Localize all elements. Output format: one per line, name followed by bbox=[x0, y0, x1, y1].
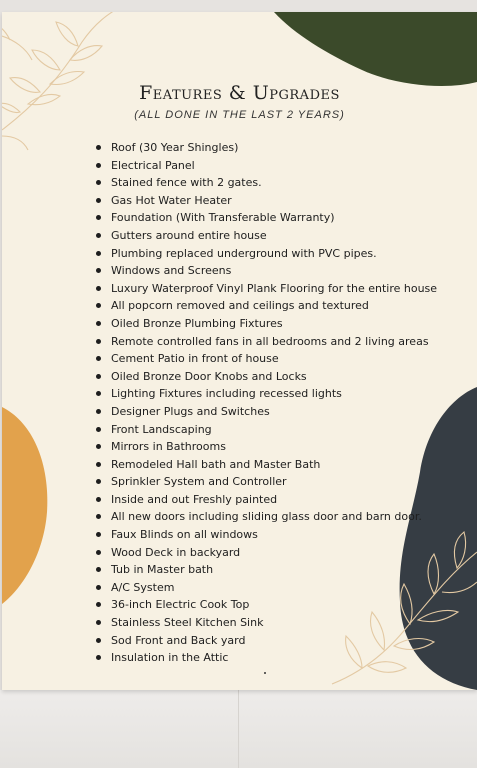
list-item-text: Oiled Bronze Plumbing Fixtures bbox=[111, 316, 283, 330]
bullet-icon bbox=[96, 602, 101, 607]
list-item bbox=[94, 157, 454, 175]
bullet-icon bbox=[96, 620, 101, 625]
bullet-icon bbox=[96, 356, 101, 361]
list-item bbox=[94, 192, 454, 210]
list-item bbox=[94, 333, 454, 351]
list-item-text: Stained fence with 2 gates. bbox=[111, 176, 262, 190]
list-item-text: All new doors including sliding glass door and barn door. bbox=[111, 510, 422, 524]
list-item-text: Windows and Screens bbox=[111, 264, 232, 278]
bullet-icon bbox=[96, 655, 101, 660]
list-item bbox=[94, 596, 454, 614]
list-item-text: Electrical Panel bbox=[111, 158, 195, 172]
list-item bbox=[94, 614, 454, 632]
list-item-text: Front Landscaping bbox=[111, 422, 212, 436]
list-item bbox=[94, 544, 454, 562]
list-item-text: Foundation (With Transferable Warranty) bbox=[111, 211, 335, 225]
bullet-icon bbox=[96, 251, 101, 256]
list-item-text: Mirrors in Bathrooms bbox=[111, 440, 226, 454]
list-item bbox=[94, 139, 454, 157]
list-item-text: Tub in Master bath bbox=[111, 563, 214, 577]
bullet-icon bbox=[96, 233, 101, 238]
list-item-text: All popcorn removed and ceilings and textured bbox=[111, 299, 369, 313]
list-item-text: Remodeled Hall bath and Master Bath bbox=[111, 457, 321, 471]
list-item bbox=[94, 403, 454, 421]
list-item bbox=[94, 174, 454, 192]
list-item bbox=[94, 438, 454, 456]
list-item-text: Plumbing replaced underground with PVC pipes. bbox=[111, 246, 377, 260]
bullet-icon bbox=[96, 550, 101, 555]
bullet-icon bbox=[96, 567, 101, 572]
list-item-text: Gas Hot Water Heater bbox=[111, 193, 232, 207]
bullet-icon bbox=[96, 198, 101, 203]
list-item bbox=[94, 649, 454, 667]
feature-list bbox=[94, 139, 454, 667]
table-seam bbox=[238, 690, 239, 768]
list-item-text: A/C System bbox=[111, 580, 175, 594]
bullet-icon bbox=[96, 427, 101, 432]
bullet-icon bbox=[96, 303, 101, 308]
list-item bbox=[94, 508, 454, 526]
bullet-icon bbox=[96, 409, 101, 414]
list-item-text: Insulation in the Attic bbox=[111, 651, 229, 665]
list-item bbox=[94, 227, 454, 245]
list-item-text: Gutters around entire house bbox=[111, 228, 267, 242]
bullet-icon bbox=[96, 444, 101, 449]
bullet-icon bbox=[96, 532, 101, 537]
list-item bbox=[94, 491, 454, 509]
list-item-text: Inside and out Freshly painted bbox=[111, 492, 278, 506]
list-item bbox=[94, 632, 454, 650]
list-item-text: Roof (30 Year Shingles) bbox=[111, 141, 239, 154]
list-item bbox=[94, 526, 454, 544]
flyer bbox=[2, 12, 477, 690]
list-item bbox=[94, 297, 454, 315]
bullet-icon bbox=[96, 374, 101, 379]
bullet-icon bbox=[96, 268, 101, 273]
list-item bbox=[94, 315, 454, 333]
list-item-text: Oiled Bronze Door Knobs and Locks bbox=[111, 369, 307, 383]
list-item bbox=[94, 245, 454, 263]
list-item bbox=[94, 473, 454, 491]
orange-blob bbox=[2, 407, 47, 604]
list-item bbox=[94, 280, 454, 298]
list-item-text: Sod Front and Back yard bbox=[111, 633, 246, 647]
bullet-icon bbox=[96, 321, 101, 326]
list-item-text: Lighting Fixtures including recessed lights bbox=[111, 387, 342, 401]
list-item-text: Faux Blinds on all windows bbox=[111, 528, 258, 542]
green-blob bbox=[274, 12, 477, 86]
bullet-icon bbox=[96, 145, 101, 150]
list-item-text: Stainless Steel Kitchen Sink bbox=[111, 616, 264, 630]
list-item bbox=[94, 561, 454, 579]
list-item-text: Wood Deck in backyard bbox=[111, 545, 241, 559]
list-item-text: Cement Patio in front of house bbox=[111, 352, 279, 366]
list-item-text: 36-inch Electric Cook Top bbox=[111, 598, 250, 612]
stray-dot bbox=[264, 672, 266, 674]
bullet-icon bbox=[96, 479, 101, 484]
list-item bbox=[94, 262, 454, 280]
leaf-line-art-icon bbox=[2, 12, 120, 150]
bullet-icon bbox=[96, 462, 101, 467]
list-item-text: Sprinkler System and Controller bbox=[111, 475, 287, 489]
bullet-icon bbox=[96, 585, 101, 590]
list-item-text: Remote controlled fans in all bedrooms and 2 living areas bbox=[111, 334, 429, 348]
page-title: Features & Upgrades bbox=[139, 82, 340, 104]
list-item bbox=[94, 421, 454, 439]
bullet-icon bbox=[96, 215, 101, 220]
bullet-icon bbox=[96, 638, 101, 643]
bullet-icon bbox=[96, 497, 101, 502]
bullet-icon bbox=[96, 163, 101, 168]
list-item bbox=[94, 385, 454, 403]
bullet-icon bbox=[96, 391, 101, 396]
list-item bbox=[94, 368, 454, 386]
bullet-icon bbox=[96, 514, 101, 519]
list-item bbox=[94, 209, 454, 227]
list-item-text: Luxury Waterproof Vinyl Plank Flooring for the entire house bbox=[111, 281, 438, 295]
page-subtitle: (ALL DONE IN THE LAST 2 YEARS) bbox=[134, 109, 345, 121]
list-item bbox=[94, 456, 454, 474]
bullet-icon bbox=[96, 180, 101, 185]
list-item bbox=[94, 350, 454, 368]
bullet-icon bbox=[96, 339, 101, 344]
list-item bbox=[94, 579, 454, 597]
bullet-icon bbox=[96, 286, 101, 291]
list-item-text: Designer Plugs and Switches bbox=[111, 404, 270, 418]
